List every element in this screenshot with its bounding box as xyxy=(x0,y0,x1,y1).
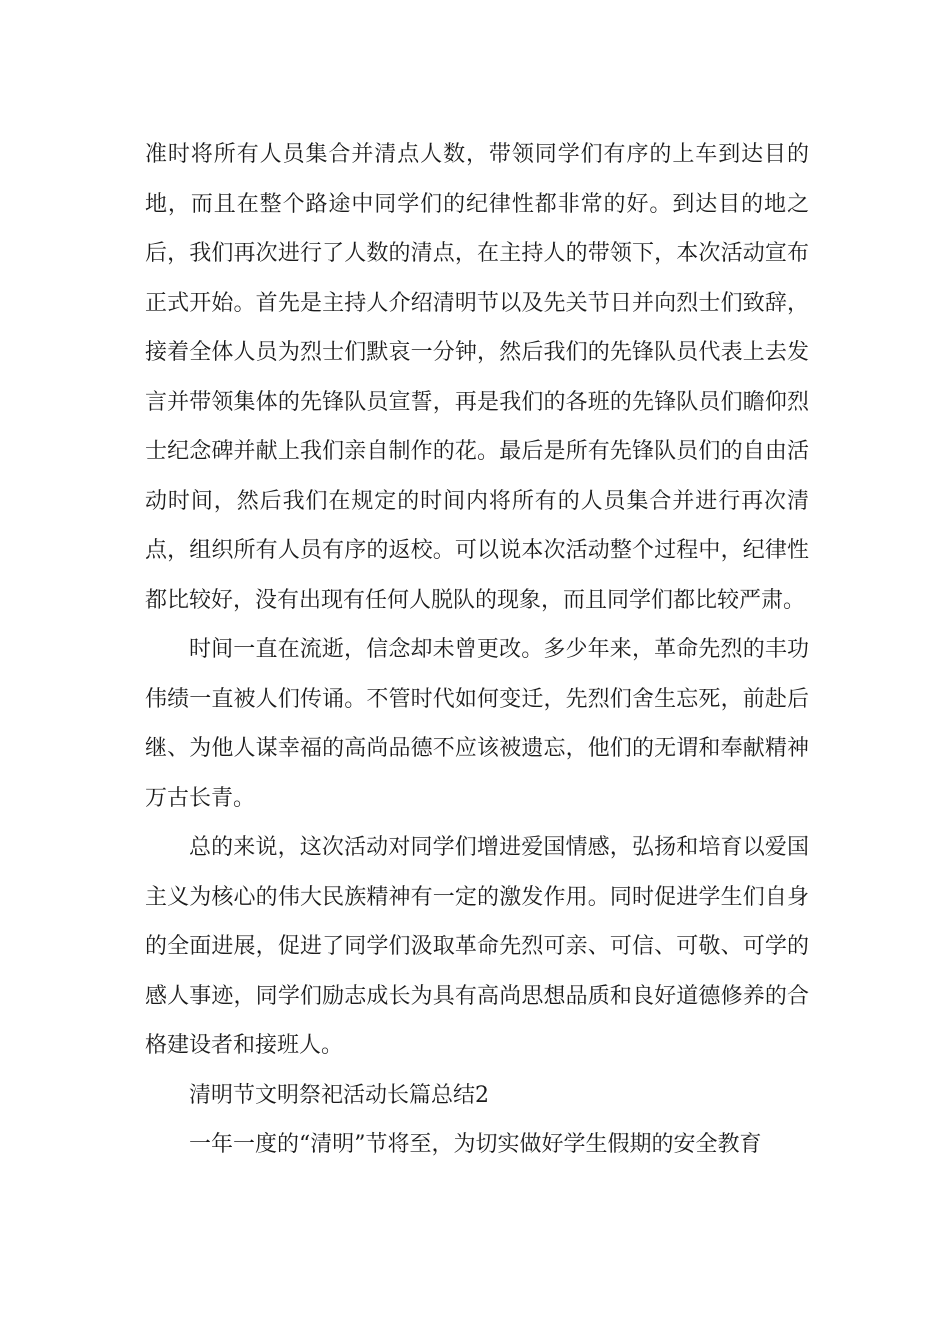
paragraph-martyrs-spirit: 时间一直在流逝，信念却未曾更改。多少年来，革命先烈的丰功伟绩一直被人们传诵。不管时代如何变迁，先烈们舍生忘死，前赴后继、为他人谋幸福的高尚品德不应该被遗忘，他们的无谓和奉献精神万古长青。 xyxy=(145,637,809,811)
paragraph-summary: 总的来说，这次活动对同学们增进爱国情感，弘扬和培育以爱国主义为核心的伟大民族精神有一定的激发作用。同时促进学生们自身的全面进展，促进了同学们汲取革命先烈可亲、可信、可敬、可学的感人事迹，同学们励志成长为具有高尚思想品质和良好道德修养的合格建设者和接班人。 xyxy=(145,835,809,1058)
paragraph-activity-process: 准时将所有人员集合并清点人数，带领同学们有序的上车到达目的地，而且在整个路途中同学们的纪律性都非常的好。到达目的地之后，我们再次进行了人数的清点，在主持人的带领下，本次活动宣布正式开始。首先是主持人介绍清明节以及先关节日并向烈士们致辞，接着全体人员为烈士们默哀一分钟，然后我们的先锋队员代表上去发言并带领集体的先锋队员宣誓，再是我们的各班的先锋队员们瞻仰烈士纪念碑并献上我们亲自制作的花。最后是所有先锋队员们的自由活动时间，然后我们在规定的时间内将所有的人员集合并进行再次清点，组织所有人员有序的返校。可以说本次活动整个过程中，纪律性都比较好，没有出现有任何人脱队的现象，而且同学们都比较严肃。 xyxy=(145,142,809,613)
section-heading: 清明节文明祭祀活动长篇总结2 xyxy=(189,1082,489,1108)
document-body xyxy=(145,130,809,1170)
paragraph-next-section-start: 一年一度的“清明”节将至，为切实做好学生假期的安全教育 xyxy=(189,1132,762,1157)
